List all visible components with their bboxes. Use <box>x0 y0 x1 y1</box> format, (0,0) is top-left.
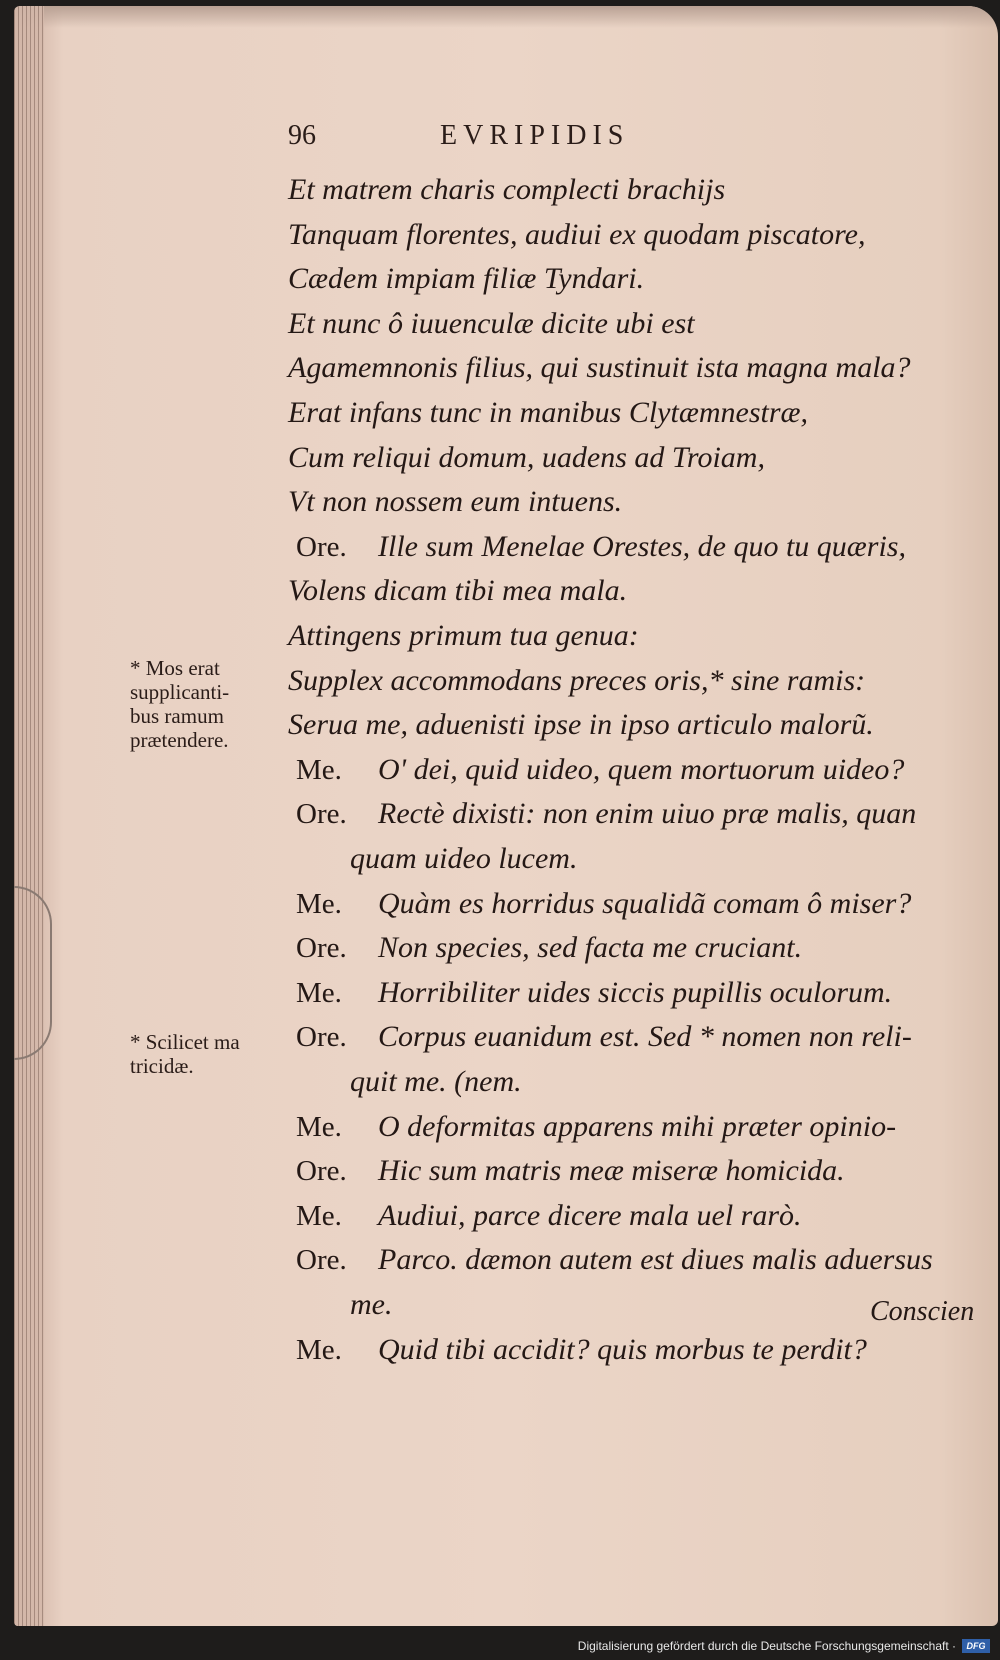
speaker-label: Ore. <box>296 1155 347 1187</box>
speaker-label: Ore. <box>296 1244 347 1276</box>
line-text: Erat infans tunc in manibus Clytæmnestræ, <box>288 396 809 429</box>
line-text: Rectè dixisti: non enim uiuo præ malis, quan <box>378 797 917 830</box>
line-text: Agamemnonis filius, qui sustinuit ista magna mala? <box>288 351 911 384</box>
verse-line <box>288 440 765 476</box>
verse-line <box>296 886 911 922</box>
verse-line <box>288 395 808 431</box>
line-text: Ille sum Menelae Orestes, de quo tu quæris, <box>378 530 906 563</box>
line-text: Quàm es horridus squalidã comam ô miser? <box>378 887 912 920</box>
verse-line <box>296 796 916 832</box>
page-number: 96 <box>288 120 316 151</box>
note-line: supplicanti- <box>130 680 230 704</box>
line-text: Tanquam florentes, audiui ex quodam piscatore, <box>288 218 866 251</box>
page-header <box>288 120 788 160</box>
line-text: me. <box>350 1288 393 1321</box>
verse-line <box>288 350 911 386</box>
verse-line <box>288 573 627 609</box>
speaker-label: Me. <box>296 1200 342 1232</box>
speaker-label: Ore. <box>296 531 347 563</box>
dfg-logo-icon: DFG <box>962 1639 990 1653</box>
line-text: Et matrem charis complecti brachijs <box>288 173 726 206</box>
line-text: Hic sum matris meæ miseræ homicida. <box>378 1154 845 1187</box>
verse-line <box>296 975 892 1011</box>
footer-credit: Digitalisierung gefördert durch die Deutsche Forschungsgemeinschaft · <box>577 1639 956 1653</box>
verse-line <box>350 841 577 877</box>
line-text: Horribiliter uides siccis pupillis oculorum. <box>378 976 893 1009</box>
verse-line <box>296 1153 845 1189</box>
line-text: Supplex accommodans preces oris,* sine ramis: <box>288 664 866 697</box>
line-text: quit me. (nem. <box>350 1065 522 1098</box>
speaker-label: Me. <box>296 977 342 1009</box>
verse-line <box>288 172 725 208</box>
speaker-label: Me. <box>296 754 342 786</box>
verse-line <box>350 1064 522 1100</box>
line-text: quam uideo lucem. <box>350 842 578 875</box>
verse-line <box>288 261 644 297</box>
line-text: Serua me, aduenisti ipse in ipso articulo malorũ. <box>288 708 874 741</box>
verse-line <box>296 752 904 788</box>
line-text: Vt non nossem eum intuens. <box>288 485 623 518</box>
verse-line <box>350 1287 392 1323</box>
line-text: O deformitas apparens mihi præter opinio- <box>378 1110 897 1143</box>
line-text: Audiui, parce dicere mala uel rarò. <box>378 1199 802 1232</box>
verse-line <box>288 618 639 654</box>
page-gutter <box>14 6 44 1626</box>
speaker-label: Ore. <box>296 1021 347 1053</box>
margin-note-1 <box>130 656 229 752</box>
verse-line <box>296 529 906 565</box>
line-text: Cædem impiam filiæ Tyndari. <box>288 262 645 295</box>
running-head: EVRIPIDIS <box>440 120 630 151</box>
line-text: Non species, sed facta me cruciant. <box>378 931 803 964</box>
verse-line <box>296 1109 896 1145</box>
verse-line <box>296 930 802 966</box>
verse-line <box>288 306 695 342</box>
line-text: Cum reliqui domum, uadens ad Troiam, <box>288 441 765 474</box>
note-line: * Mos erat <box>130 656 220 680</box>
speaker-label: Me. <box>296 1111 342 1143</box>
verse-line <box>288 217 865 253</box>
speaker-label: Me. <box>296 1334 342 1366</box>
binding-clip <box>14 886 52 1060</box>
digitization-footer <box>0 1632 1000 1660</box>
line-text: O' dei, quid uideo, quem mortuorum uideo? <box>378 753 905 786</box>
verse-line <box>296 1198 802 1234</box>
verse-line <box>296 1019 912 1055</box>
verse-line <box>296 1332 867 1368</box>
note-line: bus ramum <box>130 704 224 728</box>
margin-note-2 <box>130 1030 240 1078</box>
verse-line <box>296 1242 933 1278</box>
note-line: prætendere. <box>130 728 229 752</box>
speaker-label: Ore. <box>296 932 347 964</box>
verse-line <box>288 707 874 743</box>
line-text: Parco. dæmon autem est diues malis aduersus <box>378 1243 933 1276</box>
speaker-label: Me. <box>296 888 342 920</box>
line-text: Volens dicam tibi mea mala. <box>288 574 628 607</box>
page-top-edge <box>14 6 998 28</box>
speaker-label: Ore. <box>296 798 347 830</box>
line-text: Attingens primum tua genua: <box>288 619 639 652</box>
note-line: * Scilicet ma <box>130 1030 240 1054</box>
line-text: Corpus euanidum est. Sed * nomen non reli- <box>378 1020 912 1053</box>
line-text: Quid tibi accidit? quis morbus te perdit? <box>378 1333 867 1366</box>
verse-line <box>288 484 622 520</box>
note-line: tricidæ. <box>130 1054 194 1078</box>
verse-line <box>288 663 865 699</box>
catchword: Conscien <box>870 1296 975 1327</box>
line-text: Et nunc ô iuuenculæ dicite ubi est <box>288 307 695 340</box>
